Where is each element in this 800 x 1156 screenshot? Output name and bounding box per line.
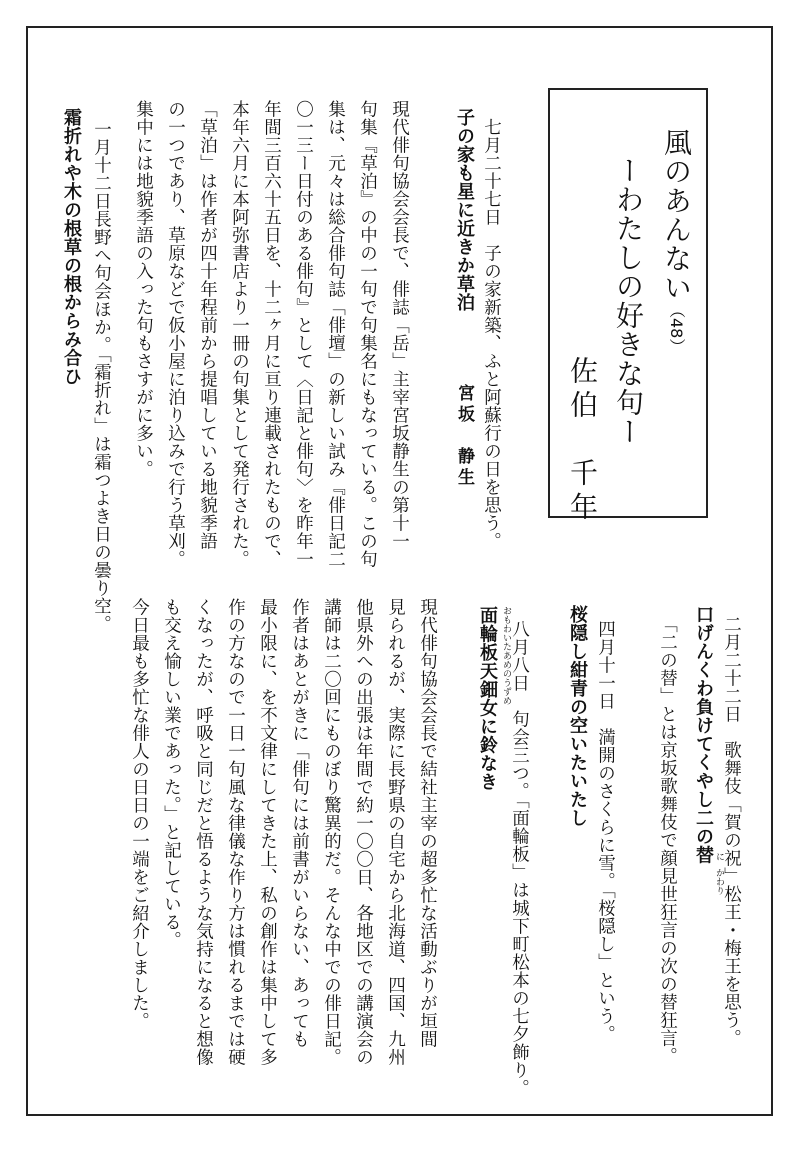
entry-haiku: 霜折れや木の根草の根からみ合ひ: [61, 108, 82, 386]
top-poet: 宮坂 静生: [454, 384, 474, 489]
entry-date-line: 一月十二日長野へ句会ほか。「霜折れ」は霜つよき日の曇り空。: [91, 120, 112, 634]
entry2-haiku: 桜隠し紺青の空いたいたし: [567, 605, 588, 827]
entry2-date-line: 四月十一日 満開のさくらに雪。「桜隠し」という。: [595, 620, 616, 1044]
subtitle: ーわたしの好きな句ー: [612, 156, 645, 446]
entry1-date-line: 二月二十二日 歌舞伎「賀の祝」松王・梅王を思う。: [721, 615, 742, 1047]
entry1-note: 「二の替」とは京坂歌舞伎で顔見世狂言の次の替狂言。: [657, 615, 678, 1065]
entry3-date-line: 八月八日 句会三つ。「面輪板」は城下町松本の七夕飾り。: [509, 620, 530, 1098]
author-name: 佐伯 千年: [566, 356, 599, 526]
top-haiku: 子の家も星に近きか草泊: [454, 108, 475, 312]
entry1-ruby-ni: に: [714, 852, 724, 861]
title-box: [548, 88, 708, 526]
entry1-haiku: 口げんくわ負けてくやし二の替: [693, 605, 714, 864]
entry3-haiku: 面輪板天鈿女に鈴なき: [477, 606, 498, 791]
top-date-line: 七月二十七日 子の家新築、ふと阿蘇行の日を思う。: [481, 118, 502, 550]
entry1-ruby-kawari: かわり: [714, 868, 724, 895]
entry3-ruby: おもわいたあめのうずめ: [501, 606, 511, 705]
series-title: 風のあんない（48）: [660, 128, 693, 355]
